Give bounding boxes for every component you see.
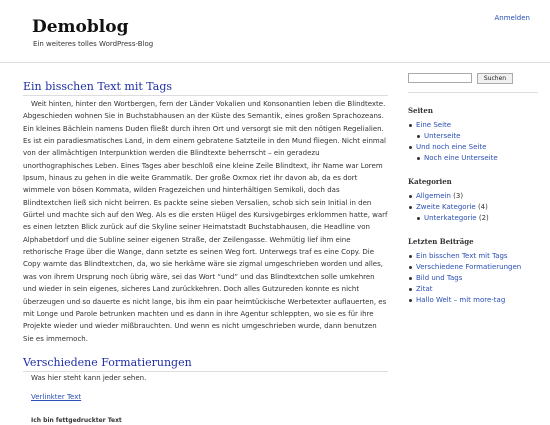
pages-list [408, 120, 538, 164]
item-count: (4) [475, 203, 488, 211]
categories-widget [408, 177, 538, 224]
item-label[interactable]: Und noch eine Seite [416, 143, 487, 151]
main-content [23, 80, 388, 425]
post-body: Weit hinten, hinter den Wortbergen, fern der Länder Vokalien und Konsonantien leben die Blindtexte. Abgeschieden wohnen Sie in Buchstabhausen an der Küste des Semantik, eines großen Sprachozeans. Ein kleines Bächlein namens Duden fließt durch ihren Ort und versorgt sie mit den nötigen Regelialien. Es ist ein paradiesmatisches Land, in dem einem gebratene Satzteile in den Mund fliegen. Nicht einmal von der allmächtigen Interpunktion werden die Blindtexte beherrscht – ein geradezu unorthographisches Leben. Eines Tages aber beschloß eine kleine Zeile Blindtext, ihr Name war Lorem Ipsum, hinaus zu gehen in die weite Grammatik. Der große Oxmox riet ihr davon ab, da es dort wimmele von bösen Kommata, wilden Fragezeichen und hinterhältigen Semikoli, doch das Blindtextchen ließ sich nicht beirren. Es packte seine sieben Versalien, schob sich sein Initial in den Gürtel und machte sich auf den Weg. Als es die ersten Hügel des Kursivgebirges erklommen hatte, warf es einen letzten Blick zurück auf die Skyline seiner Heimatstadt Buchstabhausen, die Headline von Alphabetdorf und die Subline seiner eigenen Straße, der Zeilengasse. Wehmütig lief ihm eine rethorische Frage über die Wange, dann setzte es seinen Weg fort. Unterwegs traf es eine Copy. Die Copy warnte das Blindtextchen, da, wo sie herkäme wäre sie zigmal umgeschrieben worden und alles, was von ihrem Ursprung noch übrig wäre, sei das Wort “und” und das Blindtextchen solle umkehren und wieder in sein eigenes, sicheres Land zurückkehren. Doch alles Gutzureden konnte es nicht überzeugen und so dauerte es nicht lange, bis ihm ein paar heimtückische Werbetexter auflauerten, es mit Longe und Parole betrunken machten und es dann in ihre Agentur schleppten, wo sie es für ihre Projekte wieder und wieder mißbrauchten. Und wenn es nicht umgeschrieben wurde, dann benutzen Sie es immernoch. [23, 100, 388, 343]
recent-posts-list [408, 251, 538, 306]
item-label[interactable]: Zitat [416, 285, 433, 293]
category-link[interactable] [408, 202, 538, 213]
bullet-icon [417, 157, 420, 160]
recent-post-link[interactable] [408, 251, 538, 262]
pages-widget [408, 106, 538, 164]
bullet-icon [409, 124, 412, 127]
item-label[interactable]: Hallo Welt – mit more-tag [416, 296, 506, 304]
bullet-icon [409, 299, 412, 302]
widget-title: Kategorien [408, 177, 452, 186]
bullet-icon [417, 217, 420, 220]
item-label[interactable]: Unterseite [424, 132, 461, 140]
post [23, 356, 388, 425]
bullet-icon [409, 266, 412, 269]
item-label[interactable]: Zweite Kategorie [416, 203, 476, 211]
item-label[interactable]: Unterkategorie [424, 214, 477, 222]
page-link[interactable] [408, 153, 538, 164]
recent-post-link[interactable] [408, 295, 538, 306]
search-form [408, 72, 538, 84]
post-title[interactable]: Verschiedene Formatierungen [23, 356, 388, 372]
bullet-icon [409, 288, 412, 291]
post-title[interactable]: Ein bisschen Text mit Tags [23, 80, 388, 96]
recent-post-link[interactable] [408, 284, 538, 295]
bullet-icon [409, 146, 412, 149]
widget-title: Seiten [408, 106, 433, 115]
item-count: (3) [450, 192, 464, 200]
category-link[interactable] [408, 191, 538, 202]
item-label[interactable]: Allgemein [416, 192, 451, 200]
categories-list [408, 191, 538, 224]
sidebar [408, 72, 538, 306]
bullet-icon [417, 135, 420, 138]
post-link[interactable]: Verlinkter Text [31, 392, 82, 401]
widget-title: Letzten Beiträge [408, 237, 474, 246]
recent-post-link[interactable] [408, 262, 538, 273]
site-tagline: Ein weiteres tolles WordPress-Blog [33, 40, 154, 48]
item-label[interactable]: Verschiedene Formatierungen [416, 263, 522, 271]
bullet-icon [409, 195, 412, 198]
search-button[interactable]: Suchen [477, 73, 513, 84]
page-link[interactable] [408, 131, 538, 142]
search-input[interactable] [408, 73, 472, 83]
item-label[interactable]: Ein bisschen Text mit Tags [416, 252, 508, 260]
bullet-icon [409, 277, 412, 280]
item-count: (2) [476, 214, 489, 222]
bullet-icon [409, 206, 412, 209]
site-title[interactable]: Demoblog [32, 17, 129, 37]
post-text: Was hier steht kann jeder sehen. [31, 373, 147, 382]
category-link[interactable] [408, 213, 538, 224]
page-link[interactable] [408, 142, 538, 153]
item-label[interactable]: Noch eine Unterseite [424, 154, 498, 162]
recent-post-link[interactable] [408, 273, 538, 284]
item-label[interactable]: Bild und Tags [416, 274, 463, 282]
post-bold-text: Ich bin fettgedruckter Text [31, 416, 122, 424]
page-link[interactable] [408, 120, 538, 131]
recent-posts-widget [408, 237, 538, 306]
login-link[interactable]: Anmelden [494, 14, 530, 22]
item-label[interactable]: Eine Seite [416, 121, 452, 129]
bullet-icon [409, 255, 412, 258]
site-header [0, 0, 550, 63]
post [23, 80, 388, 345]
divider [408, 92, 538, 93]
